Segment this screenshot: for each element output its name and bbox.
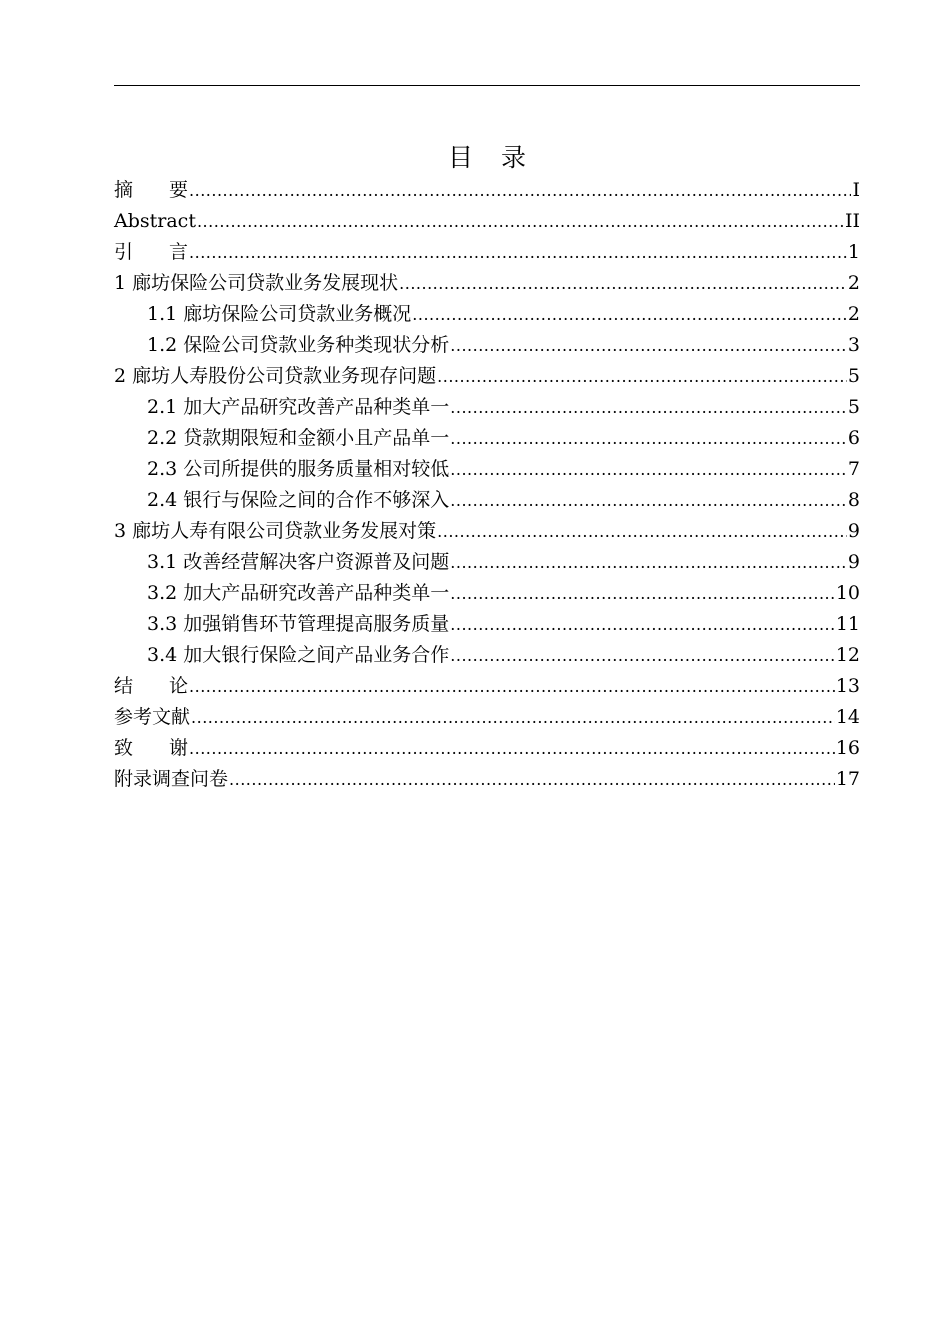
toc-entry-label: 3.3 加强销售环节管理提高服务质量 (147, 613, 450, 635)
toc-entry[interactable] (114, 485, 860, 516)
toc-dot-leader (437, 361, 847, 392)
toc-entry-page-number: 2 (847, 272, 860, 294)
toc-entry-label: 引言 (114, 241, 189, 263)
toc-dot-leader (189, 733, 835, 764)
toc-entry[interactable] (114, 330, 860, 361)
toc-entry-page-number: 3 (847, 334, 860, 356)
toc-entry[interactable] (114, 206, 860, 237)
toc-entry-page-number: 8 (847, 489, 860, 511)
toc-list (114, 175, 860, 795)
toc-entry[interactable] (114, 175, 860, 206)
toc-entry[interactable] (114, 516, 860, 547)
toc-entry[interactable] (114, 392, 860, 423)
toc-entry[interactable] (114, 268, 860, 299)
toc-dot-leader (399, 268, 847, 299)
toc-entry-label: 结论 (114, 675, 189, 697)
toc-entry-page-number: 7 (847, 458, 860, 480)
toc-entry-page-number: 17 (835, 768, 860, 790)
toc-dot-leader (450, 454, 847, 485)
toc-dot-leader (197, 206, 844, 237)
toc-entry-label: 2.1 加大产品研究改善产品种类单一 (147, 396, 450, 418)
toc-entry-label: 1.2 保险公司贷款业务种类现状分析 (147, 334, 450, 356)
toc-entry-page-number: 9 (847, 551, 860, 573)
toc-dot-leader (450, 609, 835, 640)
header-rule (114, 85, 860, 86)
toc-dot-leader (437, 516, 847, 547)
toc-dot-leader (450, 330, 847, 361)
toc-entry-label: 3.4 加大银行保险之间产品业务合作 (147, 644, 450, 666)
toc-entry-label: 参考文献 (114, 706, 191, 728)
toc-entry-page-number: 16 (835, 737, 860, 759)
toc-entry-page-number: 9 (847, 520, 860, 542)
toc-entry-label: 2 廊坊人寿股份公司贷款业务现存问题 (114, 365, 437, 387)
toc-entry-page-number: 10 (835, 582, 860, 604)
toc-entry-label: 3.1 改善经营解决客户资源普及问题 (147, 551, 450, 573)
toc-entry[interactable] (114, 764, 860, 795)
toc-entry[interactable] (114, 454, 860, 485)
toc-dot-leader (229, 764, 835, 795)
toc-entry[interactable] (114, 640, 860, 671)
toc-entry-label: 2.4 银行与保险之间的合作不够深入 (147, 489, 450, 511)
toc-entry-label: 2.2 贷款期限短和金额小且产品单一 (147, 427, 450, 449)
toc-entry[interactable] (114, 361, 860, 392)
toc-dot-leader (189, 237, 847, 268)
toc-entry-page-number: 2 (847, 303, 860, 325)
toc-entry-label: 2.3 公司所提供的服务质量相对较低 (147, 458, 450, 480)
toc-entry-page-number: 14 (835, 706, 860, 728)
toc-entry[interactable] (114, 702, 860, 733)
toc-entry-page-number: 5 (847, 365, 860, 387)
toc-entry[interactable] (114, 609, 860, 640)
toc-entry[interactable] (114, 547, 860, 578)
toc-entry-label: 1 廊坊保险公司贷款业务发展现状 (114, 272, 399, 294)
toc-dot-leader (450, 423, 847, 454)
toc-entry-page-number: 12 (835, 644, 860, 666)
toc-entry[interactable] (114, 423, 860, 454)
toc-dot-leader (450, 485, 847, 516)
toc-dot-leader (450, 547, 847, 578)
toc-entry-page-number: 6 (847, 427, 860, 449)
toc-entry-label: Abstract (114, 210, 196, 232)
toc-dot-leader (412, 299, 847, 330)
toc-dot-leader (191, 702, 835, 733)
toc-entry-label: 1.1 廊坊保险公司贷款业务概况 (147, 303, 412, 325)
toc-dot-leader (189, 671, 835, 702)
toc-title: 目录 (447, 143, 554, 172)
toc-dot-leader (189, 175, 851, 206)
toc-entry[interactable] (114, 237, 860, 268)
toc-entry-label: 3 廊坊人寿有限公司贷款业务发展对策 (114, 520, 437, 542)
toc-dot-leader (450, 392, 847, 423)
toc-entry-page-number: II (844, 210, 860, 232)
toc-entry-page-number: I (852, 179, 860, 201)
toc-entry-page-number: 11 (835, 613, 860, 635)
toc-entry-page-number: 13 (835, 675, 860, 697)
toc-entry-label: 3.2 加大产品研究改善产品种类单一 (147, 582, 450, 604)
toc-entry[interactable] (114, 578, 860, 609)
toc-entry[interactable] (114, 299, 860, 330)
toc-entry-label: 附录调查问卷 (114, 768, 229, 790)
toc-dot-leader (450, 640, 835, 671)
toc-entry-label: 致谢 (114, 737, 189, 759)
toc-entry-page-number: 1 (847, 241, 860, 263)
toc-entry[interactable] (114, 671, 860, 702)
toc-entry[interactable] (114, 733, 860, 764)
toc-dot-leader (450, 578, 835, 609)
toc-entry-label: 摘要 (114, 179, 189, 201)
toc-entry-page-number: 5 (847, 396, 860, 418)
